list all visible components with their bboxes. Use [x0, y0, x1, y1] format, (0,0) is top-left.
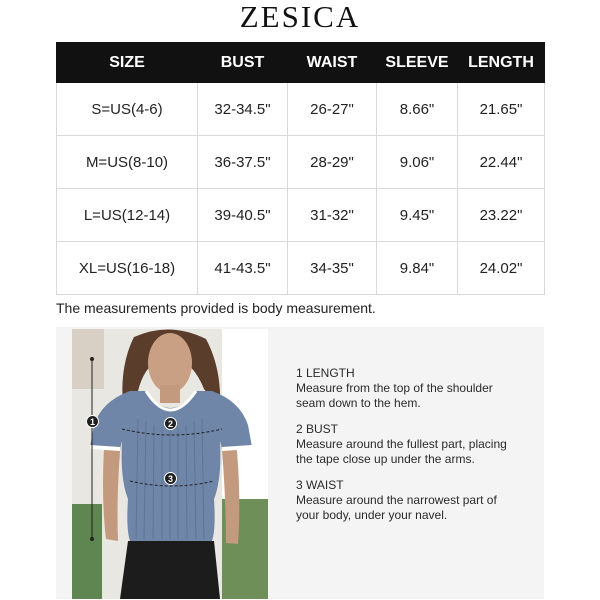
table-row — [57, 189, 545, 242]
cell-bust: 39-40.5" — [198, 189, 288, 242]
cell-waist: 28-29" — [288, 136, 377, 189]
table-row — [57, 136, 545, 189]
header-waist: WAIST — [288, 43, 377, 83]
table-row — [57, 83, 545, 136]
cell-sleeve: 9.84" — [377, 242, 458, 295]
marker-bust: 2 — [164, 417, 177, 430]
size-chart-table — [56, 42, 545, 295]
instruction-title: 2 BUST — [296, 422, 339, 436]
header-sleeve: SLEEVE — [377, 43, 458, 83]
instruction-length — [296, 366, 536, 411]
cell-length: 22.44" — [458, 136, 545, 189]
cell-length: 21.65" — [458, 83, 545, 136]
model-illustration — [72, 329, 268, 599]
marker-waist: 3 — [164, 472, 177, 485]
table-header-row — [57, 43, 545, 83]
model-photo — [72, 329, 268, 599]
brand-logo: ZESICA — [239, 0, 361, 34]
cell-waist: 31-32" — [288, 189, 377, 242]
instruction-title: 3 WAIST — [296, 478, 344, 492]
instruction-bust — [296, 422, 536, 467]
instruction-text: your body, under your navel. — [296, 508, 448, 522]
instruction-text: the tape close up under the arms. — [296, 452, 475, 466]
cell-sleeve: 9.06" — [377, 136, 458, 189]
cell-bust: 41-43.5" — [198, 242, 288, 295]
cell-bust: 36-37.5" — [198, 136, 288, 189]
instruction-text: Measure around the narrowest part of — [296, 493, 497, 507]
cell-size: S=US(4-6) — [57, 83, 198, 136]
instruction-text: seam down to the hem. — [296, 396, 421, 410]
cell-waist: 34-35" — [288, 242, 377, 295]
marker-length: 1 — [86, 415, 99, 428]
cell-sleeve: 8.66" — [377, 83, 458, 136]
instruction-waist — [296, 478, 536, 523]
measurement-note: The measurements provided is body measurement. — [56, 300, 376, 316]
cell-size: M=US(8-10) — [57, 136, 198, 189]
cell-length: 24.02" — [458, 242, 545, 295]
header-length: LENGTH — [458, 43, 545, 83]
measurement-instructions — [296, 366, 536, 534]
instruction-text: Measure around the fullest part, placing — [296, 437, 507, 451]
measurement-guide-panel — [56, 327, 544, 599]
cell-sleeve: 9.45" — [377, 189, 458, 242]
cell-size: L=US(12-14) — [57, 189, 198, 242]
table-row — [57, 242, 545, 295]
cell-waist: 26-27" — [288, 83, 377, 136]
cell-length: 23.22" — [458, 189, 545, 242]
header-size: SIZE — [57, 43, 198, 83]
instruction-title: 1 LENGTH — [296, 366, 355, 380]
header-bust: BUST — [198, 43, 288, 83]
cell-size: XL=US(16-18) — [57, 242, 198, 295]
instruction-text: Measure from the top of the shoulder — [296, 381, 493, 395]
cell-bust: 32-34.5" — [198, 83, 288, 136]
